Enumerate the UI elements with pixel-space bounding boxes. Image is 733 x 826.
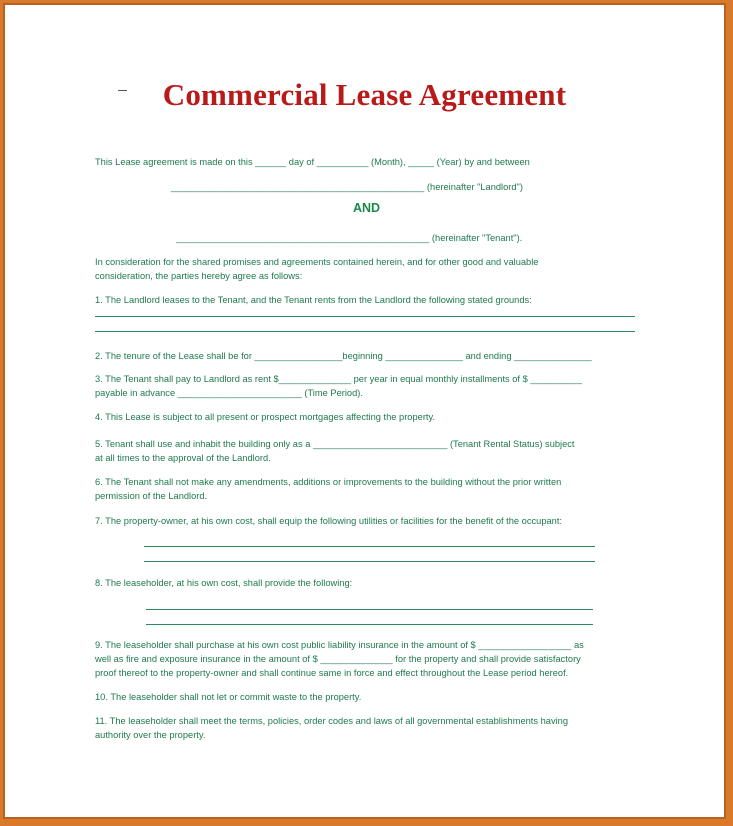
clause-10: 10. The leaseholder shall not let or commit waste to the property. <box>95 692 362 702</box>
clause-6-line-2: permission of the Landlord. <box>95 491 208 501</box>
consideration-line-1: In consideration for the shared promises and agreements contained herein, and for other good and valuable <box>95 257 539 267</box>
document-frame <box>3 3 726 819</box>
clause-1: 1. The Landlord leases to the Tenant, and the Tenant rents from the Landlord the following stated grounds: <box>95 295 532 305</box>
lease-document <box>5 5 724 817</box>
clause-3-line-1: 3. The Tenant shall pay to Landlord as rent $______________ per year in equal monthly installments of $ __________ <box>95 374 583 384</box>
blank-rule <box>146 624 593 625</box>
clause-3-line-2: payable in advance ________________________ (Time Period). <box>95 388 363 398</box>
consideration-line-2: consideration, the parties hereby agree as follows: <box>95 271 303 281</box>
blank-rule <box>144 546 595 547</box>
clause-7: 7. The property-owner, at his own cost, shall equip the following utilities or facilities for the benefit of the occupant: <box>95 516 562 526</box>
blank-rule <box>146 609 593 610</box>
landlord-line: _________________________________________________ (hereinafter "Landlord") <box>171 182 523 192</box>
clause-5-line-2: at all times to the approval of the Landlord. <box>95 453 271 463</box>
blank-rule <box>95 316 635 317</box>
intro-line: This Lease agreement is made on this ______ day of __________ (Month), _____ (Year) by and between <box>95 157 530 167</box>
clause-2: 2. The tenure of the Lease shall be for _________________beginning _______________ and ending _______________ <box>95 351 592 361</box>
clause-9-line-3: proof thereof to the property-owner and shall continue same in force and effect throughout the Lease period hereof. <box>95 668 569 678</box>
and-separator: AND <box>352 201 381 215</box>
clause-4: 4. This Lease is subject to all present or prospect mortgages affecting the property. <box>95 412 436 422</box>
clause-9-line-2: well as fire and exposure insurance in the amount of $ ______________ for the property and shall provide satisfactory <box>95 654 581 664</box>
tenant-line: _________________________________________________ (hereinafter "Tenant"). <box>176 233 523 243</box>
clause-5-line-1: 5. Tenant shall use and inhabit the building only as a __________________________ (Tenant Rental Status) subject <box>95 439 575 449</box>
clause-8: 8. The leaseholder, at his own cost, shall provide the following: <box>95 578 353 588</box>
blank-rule <box>95 331 635 332</box>
clause-6-line-1: 6. The Tenant shall not make any amendments, additions or improvements to the building without the prior written <box>95 477 562 487</box>
clause-11-line-1: 11. The leaseholder shall meet the terms, policies, order codes and laws of all governmental establishments having <box>95 716 569 726</box>
clause-11-line-2: authority over the property. <box>95 730 206 740</box>
blank-rule <box>144 561 595 562</box>
clause-9-line-1: 9. The leaseholder shall purchase at his own cost public liability insurance in the amount of $ __________________ as <box>95 640 584 650</box>
document-title: Commercial Lease Agreement <box>162 77 567 112</box>
